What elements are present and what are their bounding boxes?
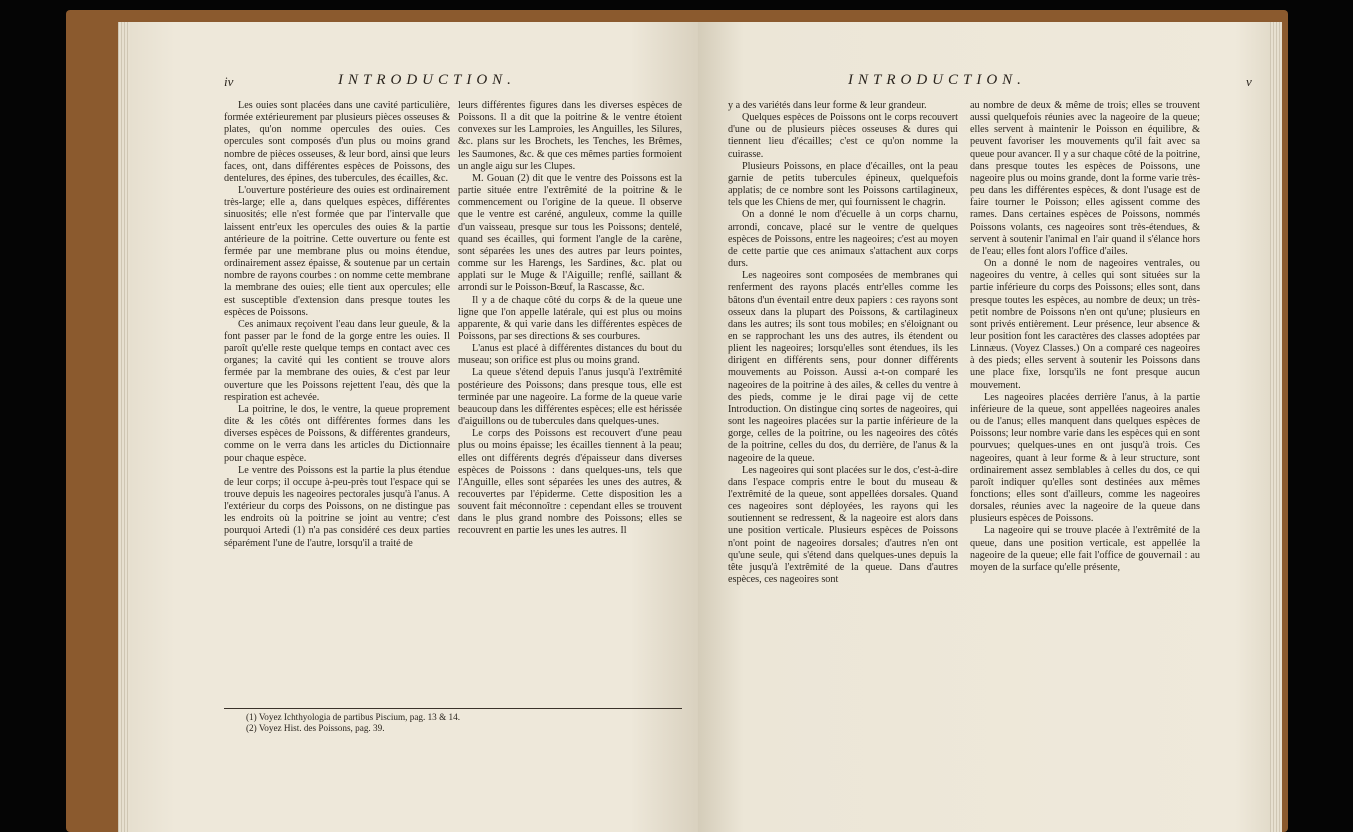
paragraph: leurs différentes figures dans les diverses espèces de Poissons. Il a dit que la poitrine & le ventre étoient convexes sur les Lamproies, les Anguilles, les Silures, &c. plans sur les Brochets, les Tenches, les Brêmes, les Saumones, &c. & que ces mêmes parties formoient un angle aigu sur les Clupes. (458, 100, 682, 172)
paragraph: Les nageoires qui sont placées sur le dos, c'est-à-dire dans l'espace compris entre le bout du museau & l'extrêmité de la queue, sont appellées dorsales. Quand ces nageoires sont déployées, les rayons qui les soutiennent se redressent, & la nageoire est alors dans une position verticale. Plusieurs espèces de Poissons n'ont point de nageoires dorsales; d'autres n'en ont qu'une seule, qui s'étend dans quelques-unes depuis la tête jusqu'à l'extrêmité de la queue. Dans d'autres espèces, ces nageoires sont (728, 464, 958, 586)
paragraph: On a donné le nom d'écuelle à un corps charnu, arrondi, concave, placé sur le ventre de quelques espèces de Poissons, entre les nageoires; c'est au moyen de cette partie que ces animaux s'attachent aux corps durs. (728, 209, 958, 270)
paragraph: y a des variétés dans leur forme & leur grandeur. (728, 100, 927, 111)
paragraph: Plusieurs Poissons, en place d'écailles, ont la peau garnie de petits tubercules épineux, quelquefois applatis; de ce nombre sont les Poissons cartilagineux, tels que les Chiens de mer, qui fournissent le chagrin. (728, 160, 958, 209)
paragraph: Les nageoires placées derrière l'anus, à la partie inférieure de la queue, sont appellées nageoires anales ou de l'anus; elles manquent dans quelques espèces de Poissons; leur nombre varie dans les espèces qui en sont pourvues; quelques-unes en ont jusqu'à trois. Ces nageoires, quant à leur forme & à leur structure, sont ordinairement assez semblables à celles du dos, ce qui paroît indiquer qu'elles sont destinées aux mêmes fonctions; elles sont d'ailleurs, comme les nageoires dorsales, réunies avec la nageoire de la queue dans plusieurs espèces de Poissons. (970, 391, 1200, 525)
paragraph: au nombre de deux & même de trois; elles se trouvent aussi quelquefois réunies avec la nageoire de la queue; elles servent à maintenir le Poisson en équilibre, & peuvent favoriser les mouvements qu'il fait avec sa queue pour avancer. Il y a sur chaque côté de la poitrine, dans presque toutes les espèces de Poissons, une nageoire plus ou moins grande, dont la forme varie très-peu dans les différentes espèces, & dont l'usage est de faire tourner le Poisson; elles agissent comme des rames. Dans certaines espèces de Poissons, nommés Poissons volants, ces nageoires sont très-étendues, & servent à soutenir l'animal en l'air quand il s'élance hors de l'eau; elles font alors l'office d'ailes. (970, 100, 1200, 257)
paragraph: La poitrine, le dos, le ventre, la queue proprement dite & les côtés ont différentes formes dans les diverses espèces de Poissons, & différentes grandeurs, comme on le verra dans les articles du Dictionnaire pour chaque espèce. (224, 403, 450, 464)
running-head: INTRODUCTION. (338, 72, 516, 88)
paragraph: Il y a de chaque côté du corps & de la queue une ligne que l'on appelle latérale, qui est plus ou moins apparente, & qui varie dans les différentes espèces de Poissons, par ses directions & ses courbures. (458, 294, 682, 342)
page-number: iv (224, 74, 234, 89)
paragraph: Les ouies sont placées dans une cavité particulière, formée extérieurement par plusieurs pièces osseuses & plates, qu'on nomme opercules des ouies. Ces opercules sont composés d'un plus ou moins grand nombre de pièces osseuses, & leur bord, ainsi que leurs faces, ont, dans différentes espèces de Poissons, des dentelures, des épines, des tubercules, des écailles, &c. (224, 100, 450, 184)
footnotes (246, 712, 460, 734)
paragraph: Ces animaux reçoivent l'eau dans leur gueule, & la font passer par le fond de la gorge entre les ouies. Il paroît qu'elle reste quelque temps en contact avec ces organes; la cavité qui les contient se trouve alors fermée par la membrane des ouies, & c'est par leur ouverture que les Poissons rejettent l'eau, dès que la respiration est achevée. (224, 318, 450, 403)
footnote: (1) Voyez Ichthyologia de partibus Piscium, pag. 13 & 14. (246, 712, 461, 722)
footnote: (2) Voyez Hist. des Poissons, pag. 39. (246, 723, 385, 733)
paragraph: L'anus est placé à différentes distances du bout du museau; son orifice est plus ou moins grand. (458, 343, 682, 367)
footnote-rule (224, 708, 682, 709)
text-column-2 (458, 100, 682, 538)
left-page (130, 22, 698, 832)
page-edges-right (1270, 22, 1282, 832)
paragraph: M. Gouan (2) dit que le ventre des Poissons est la partie située entre l'extrêmité de la poitrine & le commencement ou l'origine de la queue. Il observe que le ventre est caréné, anguleux, comme la quille d'un vaisseau, presque sur tous les Poissons; dentelé, quand ses écailles, qui forment l'angle de la carène, sont séparées les unes des autres par leurs pointes, comme sur les Harengs, les Sardines, &c. plat ou applati sur le Muge & l'Aiguille; renflé, saillant & arrondi sur le Poisson-Bœuf, la Rascasse, &c. (458, 172, 682, 294)
paragraph: On a donné le nom de nageoires ventrales, ou nageoires du ventre, à celles qui sont situées sur la partie inférieure du corps des Poissons; elles sont, dans presque toutes les espèces, au nombre de deux; un très-petit nombre de Poissons n'en ont qu'une; plusieurs en sont privés entièrement. Leur présence, leur absence & leur position font les caractères des classes adoptées par Linnæus. (Voyez Classes.) On a comparé ces nageoires à des pieds; elles servent à soutenir les Poissons dans une place fixe, lorsqu'ils ne font presque aucun mouvement. (970, 258, 1200, 391)
paragraph: Le corps des Poissons est recouvert d'une peau plus ou moins épaisse; les écailles tiennent à la peau; elles ont différents degrés d'épaisseur dans diverses espèces de Poissons : dans quelques-uns, tels que l'Anguille, elles sont séparées les unes des autres, & recouvertes par l'épiderme. Cette disposition les a souvent fait méconnoître : cependant elles se trouvent dans le plus grand nombre des Poissons; elles se recouvrent en partie les unes les autres. Il (458, 428, 682, 537)
page-number: v (1246, 74, 1252, 89)
text-column-1 (224, 100, 450, 550)
paragraph: La nageoire qui se trouve placée à l'extrêmité de la queue, dans une position verticale, est appellée la nageoire de la queue; elle fait l'office de gouvernail : au moyen de la surface qu'elle présente, (970, 525, 1200, 573)
paragraph: L'ouverture postérieure des ouies est ordinairement très-large; elle a, dans quelques espèces, différentes sinuosités; elle n'est formée que par l'intervalle que laissent entr'eux les opercules des ouies & la partie antérieure de la poitrine. Cette ouverture ou fente est fermée par une membrane plus ou moins étendue, ordinairement assez épaisse, & soutenue par un certain nombre de rayons courbes : on nomme cette membrane la membrane des ouies; elle tient aux opercules; elle est susceptible d'extension dans presque toutes les espèces de Poissons. (224, 185, 450, 318)
paragraph: La queue s'étend depuis l'anus jusqu'à l'extrêmité postérieure des Poissons; dans presque tous, elle est terminée par une nageoire. La forme de la queue varie beaucoup dans les différentes espèces; elle est hérissée d'aiguillons ou de tubercules dans quelques-unes. (458, 367, 682, 428)
running-head: INTRODUCTION. (848, 72, 1026, 88)
paragraph: Le ventre des Poissons est la partie la plus étendue de leur corps; il occupe à-peu-près tout l'espace qui se trouve depuis les nageoires pectorales jusqu'à l'anus. A l'extérieur du corps des Poissons, on ne distingue pas les endroits où la poitrine se joint au ventre; c'est pourquoi Artedi (1) n'a pas considéré ces deux parties séparément l'une de l'autre, lorsqu'il a traité de (224, 464, 450, 549)
paragraph: Quelques espèces de Poissons ont le corps recouvert d'une ou de plusieurs pièces osseuses & dures qui tiennent lieu d'écailles; c'est ce qu'on nomme la cuirasse. (728, 112, 958, 160)
text-column-1 (728, 100, 958, 586)
right-page (698, 22, 1270, 832)
paragraph: Les nageoires sont composées de membranes qui renferment des rayons placés entr'elles comme les bâtons d'un éventail entre deux papiers : ces rayons sont osseux dans la plupart des Poissons, & cartilagineux dans les autres; ils sont tous mobiles; en s'éloignant ou en se rapprochant les uns des autres, ils étendent ou plient les nageoires; lorsqu'elles sont étendues, ils les dirigent en différents sens, pour donner différents mouvements au Poisson. Aussi a-t-on comparé les nageoires de la poitrine à des ailes, & celles du ventre à des pieds, comme je le dirai page vij de cette Introduction. On distingue cinq sortes de nageoires, qui sont les nageoires placées sur la partie inférieure de la gorge, celles de la poitrine, ou les nageoires des côtés de la poitrine, celles du dos, du derrière, de l'anus & la nageoire de la queue. (728, 270, 958, 464)
text-column-2 (970, 100, 1200, 574)
